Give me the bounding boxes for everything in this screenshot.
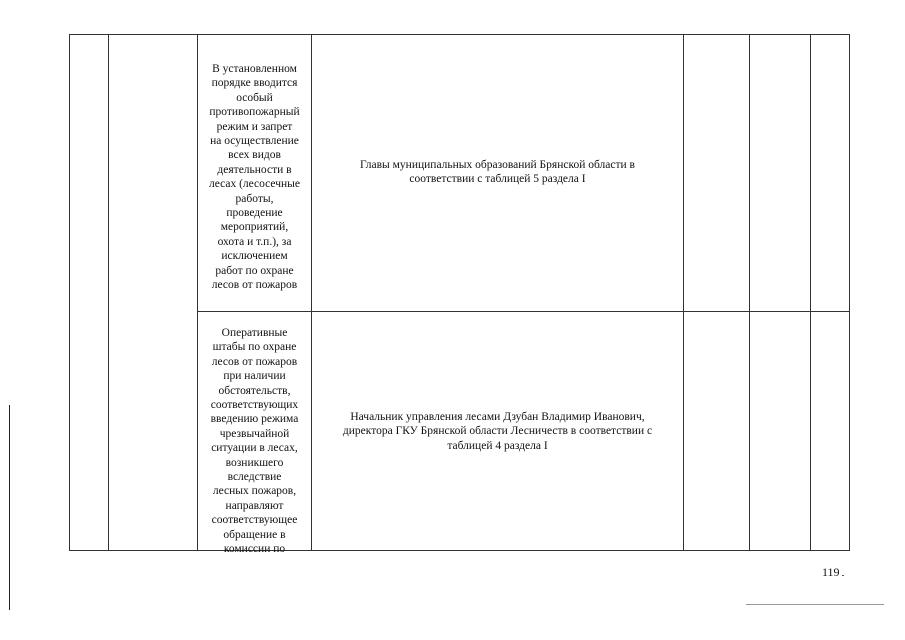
page-number: 119: [822, 565, 840, 579]
column-border-7: [810, 34, 811, 551]
column-border-2: [108, 34, 109, 551]
column-border-6: [749, 34, 750, 551]
table-top-border: [69, 34, 850, 35]
column-border-1: [69, 34, 70, 551]
table-bottom-border: [69, 550, 850, 551]
measure-cell: В установленном порядке вводится особый противопожарный режим и запрет на осуществление всех видов деятельности в лесах (лесосечные работы, проведение мероприятий, охота и т.п.), за исключением работ по охране лесов от пожаров: [208, 63, 301, 292]
scan-dot: [842, 575, 844, 576]
row-divider: [197, 311, 850, 312]
scan-edge-mark: [746, 604, 884, 605]
responsible-cell: Главы муниципальных образований Брянской области в соответствии с таблицей 5 раздела I: [360, 159, 635, 186]
column-border-5: [683, 34, 684, 551]
column-border-4: [311, 34, 312, 551]
measure-cell: Оперативные штабы по охране лесов от пожаров при наличии обстоятельств, соответствующих введению режима чрезвычайной ситуации в лесах, возникшего вследствие лесных пожаров, направляют соответствующее обращение в комиссии по: [210, 327, 299, 556]
measures-table: [69, 34, 850, 556]
column-border-8: [849, 34, 850, 551]
scan-edge-mark: [9, 405, 10, 610]
responsible-cell: Начальник управления лесами Дзубан Владимир Иванович, директора ГКУ Брянской области Лесничеств в соответствии с таблицей 4 раздела I: [342, 411, 653, 452]
